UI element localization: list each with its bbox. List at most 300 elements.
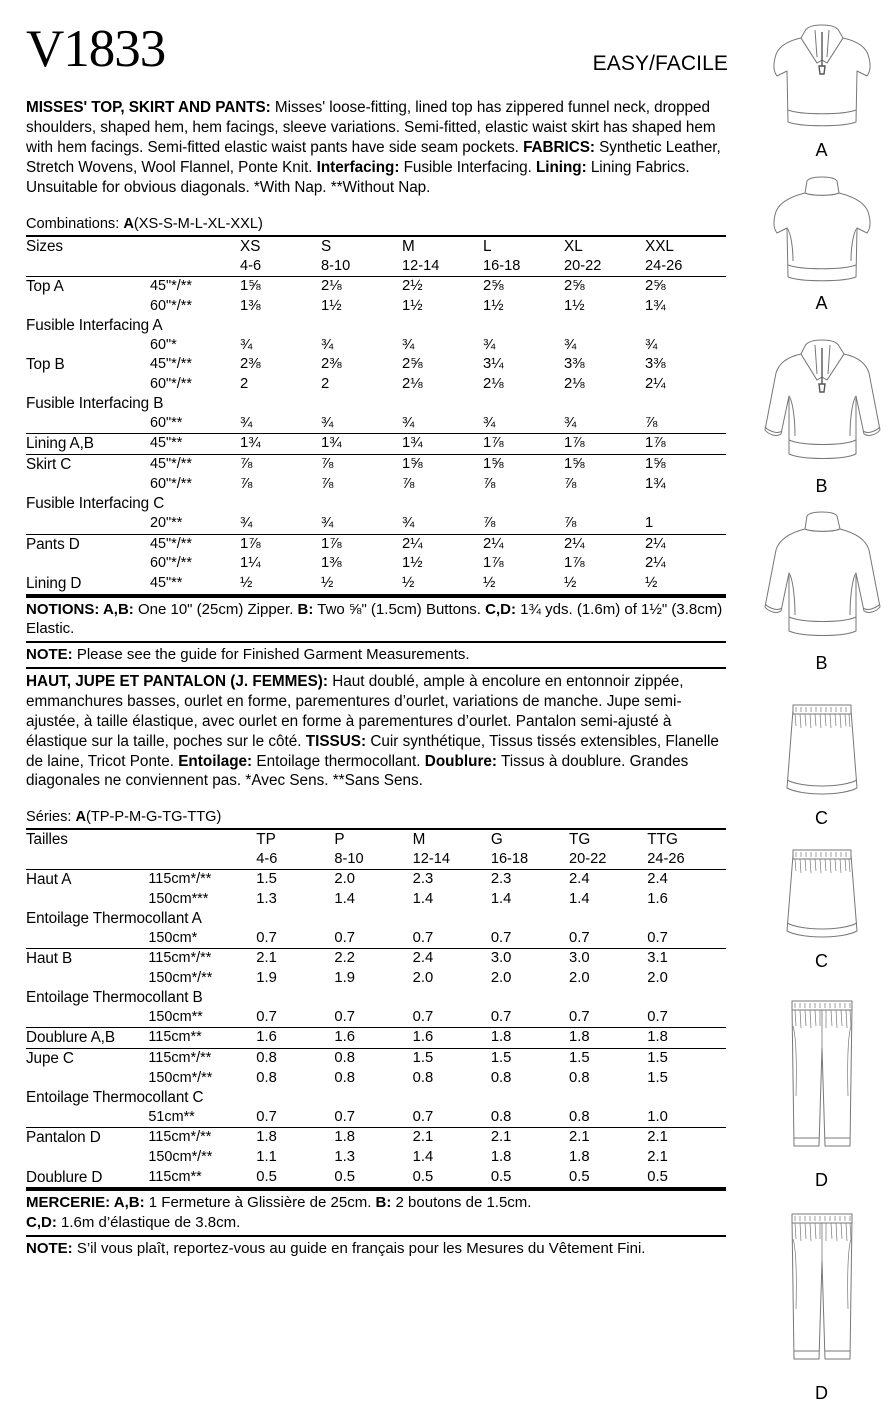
yardage-cell: ¾ (402, 415, 415, 432)
yardage-cell: 2.0 (412, 970, 434, 987)
yardage-cell: 2⅝ (645, 277, 726, 297)
size-header-cell: TP (256, 829, 334, 850)
figure-caption: B (815, 476, 828, 496)
header (26, 20, 750, 78)
yardage-cell: 2⅛ (402, 376, 423, 393)
yardage-cell: 1.5 (647, 1049, 726, 1069)
tissus-label: TISSUS: (305, 732, 367, 750)
series-prefix: Séries: (26, 809, 76, 826)
row-label (26, 375, 150, 394)
figure-skirt-c-front (750, 700, 893, 829)
yardage-cell: 2.1 (491, 1128, 569, 1148)
figure-top-b-back (750, 509, 893, 674)
yardage-cell: 0.7 (334, 1009, 355, 1026)
yardage-cell: 1½ (402, 555, 423, 572)
yardage-cell: 2⅛ (564, 376, 585, 393)
yardage-cell: 2.4 (569, 869, 647, 889)
table-header-row-numbers (26, 850, 726, 869)
table-group-label-row (26, 1088, 726, 1108)
figure-pants-d-front (750, 996, 893, 1191)
combinations-suffix: (XS-S-M-L-XL-XXL) (133, 216, 263, 233)
table-row (26, 355, 726, 375)
series-letter: A (75, 809, 87, 826)
table-row (26, 277, 726, 297)
yardage-cell: 0.8 (256, 1070, 277, 1087)
size-header-cell: M (413, 829, 491, 850)
yardage-cell: 2⅜ (321, 356, 342, 373)
yardage-cell: 1 (645, 515, 654, 532)
yardage-cell: 1.3 (256, 890, 277, 907)
yardage-cell: 2¼ (402, 534, 483, 554)
yardage-cell: 2⅝ (483, 277, 564, 297)
table-row (26, 455, 726, 475)
table-row (26, 890, 726, 909)
yardage-cell: 1½ (402, 297, 423, 314)
fabric-width-cell: 45"*/** (150, 277, 240, 297)
yardage-table-english (26, 235, 726, 595)
size-header-cell: XS (240, 236, 321, 257)
yardage-cell: 2.0 (334, 869, 412, 889)
yardage-cell: 1.8 (569, 1028, 647, 1049)
notions-seg3-letters: C,D: (485, 600, 516, 618)
combinations-prefix: Combinations: (26, 216, 124, 233)
table-group-label-row (26, 988, 726, 1008)
table-row (26, 1108, 726, 1128)
yardage-cell: 0.8 (256, 1049, 334, 1069)
row-label (26, 297, 150, 316)
mercerie-seg1-letters: A,B: (110, 1194, 145, 1212)
fabrics-body: Synthetic Leather, Stretch Wovens, Wool Flannel, Ponte Knit. (26, 138, 721, 176)
entoilage-label: Entoilage: (178, 752, 253, 770)
size-header-cell: S (321, 236, 402, 257)
description-french (26, 669, 726, 795)
yardage-cell: 1.6 (413, 1028, 491, 1049)
size-header-cell: TG (569, 829, 647, 850)
yardage-cell: 2 (240, 376, 249, 393)
note-body: Please see the guide for Finished Garment Measurements. (72, 645, 470, 663)
top-a-front-illustration (757, 14, 887, 142)
lining-label: Lining: (536, 158, 587, 176)
row-label: Lining A,B (26, 434, 150, 455)
size-header-cell: TTG (647, 829, 726, 850)
description-english (26, 98, 726, 197)
fabric-width-cell: 115cm*/** (148, 1128, 256, 1148)
row-label: Lining D (26, 574, 150, 595)
yardage-cell: 0.7 (412, 1009, 434, 1026)
yardage-cell: 2¼ (564, 534, 645, 554)
size-number-cell: 12-14 (402, 258, 440, 275)
yardage-cell: ⅞ (564, 515, 577, 532)
figure-top-b-front (750, 328, 893, 497)
size-header-cell: M (402, 236, 483, 257)
series-suffix: (TP-P-M-G-TG-TTG) (86, 809, 222, 826)
size-number-cell: 24-26 (647, 850, 685, 867)
table-group-label: Fusible Interfacing B (26, 395, 164, 413)
fabrics-label: FABRICS: (523, 138, 595, 156)
note-english (26, 643, 726, 669)
yardage-cell: 2.1 (569, 1128, 647, 1148)
yardage-cell: 0.8 (569, 1109, 590, 1126)
size-number-cell: 8-10 (334, 850, 364, 867)
yardage-cell: 2⅝ (402, 356, 423, 373)
yardage-cell: 1.6 (647, 890, 668, 907)
yardage-cell: 1⅞ (240, 534, 321, 554)
mercerie-seg3-letters: C,D: (26, 1213, 57, 1231)
size-header-cell: XL (564, 236, 645, 257)
yardage-cell: 0.7 (412, 929, 434, 946)
yardage-cell: 2.2 (334, 949, 412, 969)
table-group-label: Entoilage Thermocollant A (26, 910, 202, 928)
yardage-cell: ¾ (240, 415, 253, 432)
row-label: Top A (26, 277, 150, 297)
table-header-row-sizes (26, 236, 726, 257)
table-row (26, 929, 726, 949)
fabric-width-cell: 115cm*/** (148, 1049, 256, 1069)
note-fr-label: NOTE: (26, 1239, 73, 1257)
row-label (26, 1069, 148, 1088)
yardage-cell: ¾ (321, 515, 334, 532)
yardage-cell: ⅞ (564, 476, 577, 493)
yardage-cell: 2.1 (647, 1149, 668, 1166)
yardage-cell: 1.8 (334, 1128, 412, 1148)
size-number-cell: 12-14 (412, 850, 450, 867)
yardage-cell: 1⅞ (645, 434, 726, 455)
yardage-cell: 1⅜ (240, 297, 261, 314)
description-fr-title: HAUT, JUPE ET PANTALON (J. FEMMES): (26, 673, 328, 691)
table-group-label: Fusible Interfacing A (26, 317, 163, 335)
yardage-cell: ¾ (402, 515, 415, 532)
table-row (26, 574, 726, 595)
yardage-cell: 2½ (402, 277, 483, 297)
row-label: Haut B (26, 949, 148, 969)
line-art-column (750, 0, 893, 1403)
yardage-cell: ¾ (564, 336, 577, 353)
yardage-cell: 0.7 (569, 1009, 590, 1026)
yardage-cell: 0.8 (490, 1070, 512, 1087)
row-label (26, 969, 148, 988)
notions-seg2-letters: B: (297, 600, 314, 618)
pants-d-front-illustration (762, 996, 882, 1172)
fabric-width-cell: 115cm*/** (148, 869, 256, 889)
yardage-cell: 0.5 (334, 1168, 412, 1189)
doublure-label: Doublure: (424, 752, 498, 770)
row-label (26, 890, 148, 909)
yardage-cell: 1¾ (240, 434, 321, 455)
row-label: Doublure D (26, 1168, 148, 1189)
size-number-cell: 20-22 (569, 850, 607, 867)
top-b-back-illustration (755, 509, 889, 655)
figure-top-a-front (750, 14, 893, 161)
fabric-width-cell: 45"** (150, 574, 240, 595)
yardage-cell: 1⅝ (645, 455, 726, 475)
table-row (26, 514, 726, 534)
size-number-cell: 8-10 (321, 258, 351, 275)
yardage-cell: 2.0 (569, 970, 590, 987)
yardage-cell: 2¼ (645, 555, 666, 572)
yardage-cell: 3⅜ (564, 356, 585, 373)
yardage-cell: ⅞ (483, 515, 496, 532)
figure-caption: D (815, 1383, 828, 1403)
yardage-cell: 3.0 (569, 949, 647, 969)
entoilage-body: Entoilage thermocollant. (252, 752, 425, 770)
fabric-width-cell: 51cm** (148, 1109, 195, 1126)
yardage-cell: 1.4 (412, 890, 434, 907)
table-row (26, 969, 726, 988)
table-row (26, 475, 726, 494)
table-group-label-row (26, 909, 726, 929)
fabric-width-cell: 115cm*/** (148, 949, 256, 969)
fabric-width-cell: 150cm** (148, 1009, 203, 1026)
table-group-label: Entoilage Thermocollant C (26, 1089, 204, 1107)
yardage-cell: 2.0 (490, 970, 512, 987)
yardage-cell: 1⅞ (564, 434, 645, 455)
fabric-width-cell: 150cm*** (148, 890, 209, 907)
top-b-front-illustration (755, 328, 889, 478)
yardage-cell: ¾ (321, 336, 334, 353)
mercerie-seg2: 2 boutons de 1.5cm. (391, 1194, 532, 1212)
table-group-label-row (26, 394, 726, 414)
row-label (26, 414, 150, 434)
yardage-cell: ½ (402, 574, 483, 595)
yardage-cell: ¾ (483, 415, 496, 432)
row-label: Pants D (26, 534, 150, 554)
description-en-body: Misses' loose-fitting, lined top has zippered funnel neck, dropped shoulders, shaped hem, hem facings, sleeve variations. Semi-fitted, elastic waist skirt has shaped hem with hem facings. Semi-fitted elastic waist pants have side seam pockets. (26, 99, 716, 156)
yardage-cell: 1.9 (334, 970, 355, 987)
skirt-c-back-illustration (762, 845, 882, 953)
yardage-cell: 2.4 (647, 869, 726, 889)
fabric-width-cell: 45"*/** (150, 356, 192, 373)
yardage-cell: 0.5 (569, 1168, 647, 1189)
figure-caption: C (815, 808, 828, 828)
top-a-back-illustration (757, 173, 887, 295)
fabric-width-cell: 60"* (150, 336, 177, 353)
fabric-width-cell: 60"** (150, 415, 183, 432)
mercerie-seg2-letters: B: (375, 1194, 392, 1212)
table-row (26, 1008, 726, 1028)
row-label (26, 1108, 148, 1128)
size-header-cell: G (491, 829, 569, 850)
figure-caption: B (815, 653, 828, 673)
yardage-cell: 2.1 (256, 949, 334, 969)
yardage-cell: 2¼ (645, 534, 726, 554)
yardage-cell: 1¾ (321, 434, 402, 455)
table-row (26, 534, 726, 554)
table-row (26, 1128, 726, 1148)
table-header-label: Tailles (26, 829, 256, 850)
fabric-width-cell: 60"*/** (150, 555, 192, 572)
yardage-cell: 1.8 (647, 1028, 726, 1049)
size-number-cell: 24-26 (645, 258, 683, 275)
yardage-cell: 0.7 (256, 1009, 277, 1026)
yardage-cell: ⅞ (321, 455, 402, 475)
yardage-cell: 3¼ (483, 356, 504, 373)
yardage-cell: 1.8 (569, 1149, 590, 1166)
yardage-cell: 0.8 (412, 1070, 434, 1087)
yardage-cell: 1.4 (412, 1149, 434, 1166)
yardage-cell: 2.3 (413, 869, 491, 889)
yardage-cell: 3⅜ (645, 356, 666, 373)
notions-french (26, 1189, 726, 1236)
yardage-cell: 1.4 (490, 890, 512, 907)
size-header-cell: XXL (645, 236, 726, 257)
yardage-cell: ¾ (240, 336, 253, 353)
yardage-cell: 1.9 (256, 970, 277, 987)
fabric-width-cell: 60"*/** (150, 376, 192, 393)
table-group-label-row (26, 494, 726, 514)
yardage-cell: 1.4 (569, 890, 590, 907)
size-header-cell: P (334, 829, 412, 850)
yardage-cell: ¾ (321, 415, 334, 432)
yardage-cell: ⅞ (240, 455, 321, 475)
yardage-cell: 1¾ (402, 434, 483, 455)
yardage-cell: 1.5 (647, 1070, 668, 1087)
description-fr-body: Haut doublé, ample à encolure en entonnoir zippée, emmanchures basses, ourlet en forme, parementures d’ourlet, variations de manche. Jupe semi-ajustée, à taille élastique, avec ourlet en forme à parementures d’ourlet. Pantalon semi-ajusté à élastique sur la taille, poches sur le côté. (26, 673, 684, 750)
figure-caption: A (815, 293, 828, 313)
yardage-cell: 3.1 (647, 949, 726, 969)
yardage-cell: 2⅛ (321, 277, 402, 297)
yardage-cell: 0.7 (490, 1009, 512, 1026)
yardage-cell: 2⅛ (483, 376, 504, 393)
size-number-cell: 20-22 (564, 258, 602, 275)
yardage-cell: ¾ (402, 336, 415, 353)
table-row (26, 1069, 726, 1088)
row-label (26, 336, 150, 355)
yardage-cell: 1.8 (491, 1028, 569, 1049)
yardage-cell: 1.6 (256, 1028, 334, 1049)
tissus-body: Cuir synthétique, Tissus tissés extensibles, Flanelle de laine, Tricot Ponte. (26, 732, 719, 770)
table-group-label-row (26, 316, 726, 336)
table-header-row-numbers (26, 257, 726, 276)
yardage-cell: 1½ (564, 297, 585, 314)
yardage-cell: 2.1 (647, 1128, 726, 1148)
yardage-cell: 0.7 (334, 929, 355, 946)
interfacing-body: Fusible Interfacing. (399, 158, 537, 176)
fabric-width-cell: 150cm*/** (148, 1149, 213, 1166)
yardage-cell: 1⅞ (564, 555, 585, 572)
yardage-cell: 0.5 (647, 1168, 726, 1189)
fabric-width-cell: 20"** (150, 515, 183, 532)
yardage-cell: ¾ (240, 515, 253, 532)
row-label (26, 514, 150, 534)
yardage-cell: 1.5 (491, 1049, 569, 1069)
row-label (26, 475, 150, 494)
difficulty-label: EASY/FACILE (592, 52, 728, 75)
fabric-width-cell: 150cm* (148, 929, 198, 946)
yardage-cell: 1⅞ (483, 555, 504, 572)
row-label (26, 929, 148, 949)
table-row (26, 869, 726, 889)
fabric-width-cell: 150cm*/** (148, 1070, 213, 1087)
mercerie-seg1: 1 Fermeture à Glissière de 25cm. (144, 1194, 376, 1212)
yardage-cell: ⅞ (645, 415, 658, 432)
note-label: NOTE: (26, 645, 73, 663)
yardage-cell: ⅞ (240, 476, 253, 493)
yardage-cell: ½ (321, 574, 402, 595)
figure-pants-d-back (750, 1209, 893, 1404)
table-row (26, 336, 726, 355)
table-row (26, 1148, 726, 1167)
yardage-cell: 1.8 (256, 1128, 334, 1148)
skirt-c-front-illustration (762, 700, 882, 810)
yardage-cell: ½ (240, 574, 321, 595)
yardage-cell: 2.3 (491, 869, 569, 889)
yardage-cell: 1.8 (490, 1149, 512, 1166)
row-label: Doublure A,B (26, 1028, 148, 1049)
figure-caption: A (815, 140, 828, 160)
yardage-cell: 2.1 (413, 1128, 491, 1148)
yardage-cell: 1.5 (256, 869, 334, 889)
yardage-cell: 1.6 (334, 1028, 412, 1049)
yardage-cell: ½ (564, 574, 645, 595)
fabric-width-cell: 115cm** (148, 1028, 256, 1049)
row-label: Jupe C (26, 1049, 148, 1069)
yardage-cell: 0.8 (490, 1109, 512, 1126)
yardage-cell: 2¼ (645, 376, 666, 393)
yardage-cell: 1½ (483, 297, 504, 314)
yardage-cell: 0.7 (412, 1109, 434, 1126)
size-header-cell: L (483, 236, 564, 257)
yardage-cell: 1½ (321, 297, 342, 314)
yardage-cell: 2.0 (647, 970, 668, 987)
table-header-label: Sizes (26, 236, 240, 257)
yardage-cell: 1⅜ (321, 555, 342, 572)
table-row (26, 949, 726, 969)
yardage-cell: ½ (483, 574, 564, 595)
note-fr-body: S’il vous plaît, reportez-vous au guide en français pour les Mesures du Vêtement Fini. (72, 1239, 646, 1257)
table-row (26, 375, 726, 394)
row-label (26, 1008, 148, 1028)
yardage-cell: 1⅝ (564, 455, 645, 475)
pattern-number: V1833 (26, 20, 166, 78)
table-row (26, 414, 726, 434)
yardage-cell: 1¾ (645, 476, 666, 493)
combinations-line-english (26, 216, 750, 233)
yardage-cell: 1.1 (256, 1149, 277, 1166)
fabric-width-cell: 45"*/** (150, 534, 240, 554)
table-row (26, 554, 726, 573)
yardage-cell: 2⅜ (240, 356, 261, 373)
fabric-width-cell: 150cm*/** (148, 970, 213, 987)
yardage-cell: 1⅝ (240, 277, 321, 297)
yardage-cell: 0.7 (647, 1009, 668, 1026)
yardage-cell: 1.4 (334, 890, 355, 907)
yardage-cell: ⅞ (483, 476, 496, 493)
size-number-cell: 4-6 (240, 258, 262, 275)
notions-seg3: 1¾ yds. (1.6m) of 1½" (3.8cm) Elastic. (26, 600, 723, 637)
yardage-cell: 2⅝ (564, 277, 645, 297)
size-number-cell: 16-18 (490, 850, 529, 867)
yardage-cell: 1¼ (240, 555, 261, 572)
yardage-cell: 2¼ (483, 534, 564, 554)
row-label (26, 554, 150, 573)
fabric-width-cell: 45"*/** (150, 455, 240, 475)
yardage-cell: 0.8 (334, 1070, 355, 1087)
yardage-cell: 0.8 (334, 1049, 412, 1069)
yardage-cell: 1.5 (413, 1049, 491, 1069)
table-header-row-sizes (26, 829, 726, 850)
row-label: Pantalon D (26, 1128, 148, 1148)
yardage-cell: 1¾ (645, 297, 666, 314)
table-row (26, 1028, 726, 1049)
fabric-width-cell: 60"*/** (150, 297, 192, 314)
yardage-cell: 0.7 (569, 929, 590, 946)
yardage-cell: 0.8 (569, 1070, 590, 1087)
row-label: Top B (26, 356, 65, 374)
yardage-cell: 1.0 (647, 1109, 668, 1126)
yardage-cell: 3.0 (491, 949, 569, 969)
row-label (26, 1148, 148, 1167)
table-group-label: Fusible Interfacing C (26, 495, 165, 513)
